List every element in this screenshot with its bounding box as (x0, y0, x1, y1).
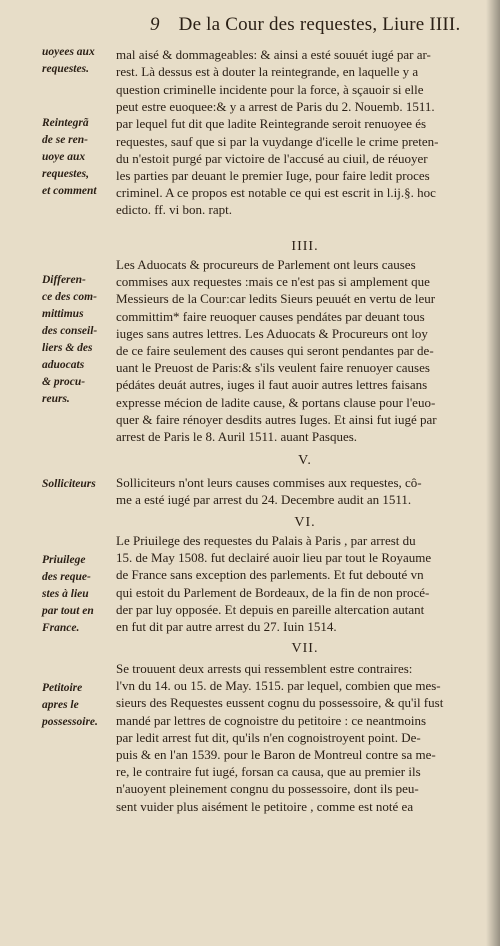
margin-note-line: stes à lieu (42, 588, 89, 600)
text-line: de ce faire seulement des causes qui seront pendantes par de- (116, 343, 434, 359)
section-heading-vi: VI. (294, 515, 316, 530)
margin-note-reintegrande (42, 115, 114, 200)
paragraph-v (116, 474, 494, 508)
text-line: question criminelle incidente pour la force, à sçauoir si elle (116, 82, 424, 97)
text-line: Les Aduocats & procureurs de Parlement ont leurs causes (116, 257, 416, 272)
margin-note-line: uoye aux (42, 151, 86, 163)
text-line: der par luy opposée. Et depuis en pareille altercation autant (116, 601, 425, 617)
margin-note-difference (42, 272, 114, 408)
text-line: en fut dit par autre arrest du 27. Iuin 1514. (116, 619, 337, 635)
text-line: Se trouuent deux arrests qui ressemblent estre contraires: (116, 661, 413, 676)
text-line: peut estre euoquee:& y a arrest de Paris du 2. Nouemb. 1511. (116, 99, 435, 115)
text-line: commises aux requestes :mais ce n'est pas si amplement que (116, 274, 430, 290)
text-line: n'auoyent pleinement congnu du possessoire, dont ils peu- (116, 781, 419, 797)
margin-note-line: Solliciteurs (42, 478, 96, 490)
margin-note-line: Reintegrã (42, 117, 89, 129)
margin-note-line: liers & des (42, 342, 93, 354)
text-line: uant le Preuost de Paris:& s'ils veulent faire renuoyer causes (116, 360, 430, 376)
margin-note-line: requestes, (42, 168, 89, 180)
text-line: sieurs des Requestes eussent cognu du possessoire, & qu'il fust (116, 695, 444, 711)
paragraph-continuation (116, 46, 494, 80)
text-line: l'vn du 14. ou 15. de May. 1515. par lequel, combien que mes- (116, 678, 441, 694)
margin-note-line: ce des com- (42, 291, 97, 303)
margin-note-line: des reque- (42, 571, 91, 583)
text-line: pédátes deuát autres, iuges il faut auoir autres lettres faisans (116, 377, 428, 393)
text-line: edicto. ff. vi bon. rapt. (116, 202, 233, 218)
text-line: re, le contraire fut iugé, forsan ca causa, que au premier ils (116, 764, 421, 780)
text-line: par lequel fut dit que ladite Reintegrande seroit renuoyee és (116, 116, 427, 132)
margin-note-line: & procu- (42, 376, 86, 388)
margin-note-line: de se ren- (42, 134, 88, 146)
text-line: requestes, sauf que si par la vuydange d'icelle le crime preten- (116, 133, 439, 149)
text-line: arrest de Paris le 8. Auril 1511. auant Pasques. (116, 429, 358, 445)
folio-number: 9 (150, 14, 160, 35)
margin-note-line: possessoire. (42, 716, 98, 728)
paragraph-vi (116, 532, 494, 635)
section-heading-iiii: IIII. (291, 239, 319, 254)
margin-note-line: des conseil- (42, 325, 98, 337)
text-line: sent vuider plus aisément le petitoire , comme est noté ea (116, 798, 414, 814)
margin-note-line: uoyees aux (42, 46, 95, 58)
paragraph-vii (116, 660, 494, 815)
margin-note-line: requestes. (42, 63, 89, 75)
text-line: les parties par deuant le premier Iuge, pour faire ledit proces (116, 168, 430, 184)
text-line: Le Priuilege des requestes du Palais à Paris , par arrest du (116, 533, 416, 548)
text-line: expresse mécion de ladite cause, & portans clause pour l'euo- (116, 394, 436, 410)
text-line: rest. Là dessus est à douter la reintegrande, en laquelle y a (116, 64, 419, 80)
text-line: mandé par lettres de cognoistre du petitoire : ce neantmoins (116, 712, 427, 728)
text-line: Solliciteurs n'ont leurs causes commises aux requestes, cô- (116, 475, 422, 490)
margin-note-line: et comment (42, 185, 97, 197)
margin-note-petitoire (42, 680, 114, 731)
text-line: criminel. A ce propos est notable ce qui est escrit in l.ij.§. hoc (116, 185, 436, 201)
section-heading-vii: VII. (291, 641, 319, 656)
text-line: quer & faire rénoyer desdits autres Iuges. Et ainsi fut iugé par (116, 411, 437, 427)
text-line: Messieurs de la Cour:car ledits Sieurs peuuét en vertu de leur (116, 291, 436, 307)
margin-note-line: France. (42, 622, 80, 634)
text-line: qui estoit du Parlement de Bordeaux, de la fin de non procé- (116, 584, 430, 600)
text-line: 15. de May 1508. fut declairé auoir lieu par tout le Royaume (116, 550, 432, 566)
margin-note-privilege (42, 552, 114, 637)
paragraph-reintegrande (116, 81, 494, 219)
margin-note-line: Priuilege (42, 554, 86, 566)
text-line: committim* faire reuoquer causes pendátes par deuant tous (116, 308, 425, 324)
margin-note-line: mittimus (42, 308, 84, 320)
section-heading-v: V. (298, 453, 312, 468)
margin-note-top (42, 44, 114, 78)
text-line: iuges sans autres lettres. Les Aduocats & Procureurs ont loy (116, 325, 428, 341)
text-line: par ledit arrest fut dit, qu'ils n'en cognoistroyent point. De- (116, 729, 421, 745)
margin-note-line: Petitoire (42, 682, 83, 694)
text-line: puis & en l'an 1539. pour le Baron de Montreul contre sa me- (116, 747, 436, 763)
running-title: De la Cour des requestes, Liure IIII. (178, 14, 461, 35)
margin-note-solliciteurs (42, 476, 114, 493)
margin-note-line: reurs. (42, 393, 70, 405)
text-line: me a esté iugé par arrest du 24. Decembre audit an 1511. (116, 492, 412, 508)
text-line: de France sans exception des parlements. Et fut debouté vn (116, 567, 424, 583)
margin-note-line: apres le (42, 699, 79, 711)
margin-note-line: Differen- (42, 274, 86, 286)
page-header (150, 14, 492, 42)
text-line: mal aisé & dommageables: & ainsi a esté souuét iugé par ar- (116, 47, 431, 62)
text-line: du n'estoit purgé par victoire de l'accusé au ciuil, de réuoyer (116, 150, 428, 166)
margin-note-line: aduocats (42, 359, 85, 371)
margin-note-line: par tout en (42, 605, 94, 617)
paragraph-iiii (116, 256, 494, 445)
